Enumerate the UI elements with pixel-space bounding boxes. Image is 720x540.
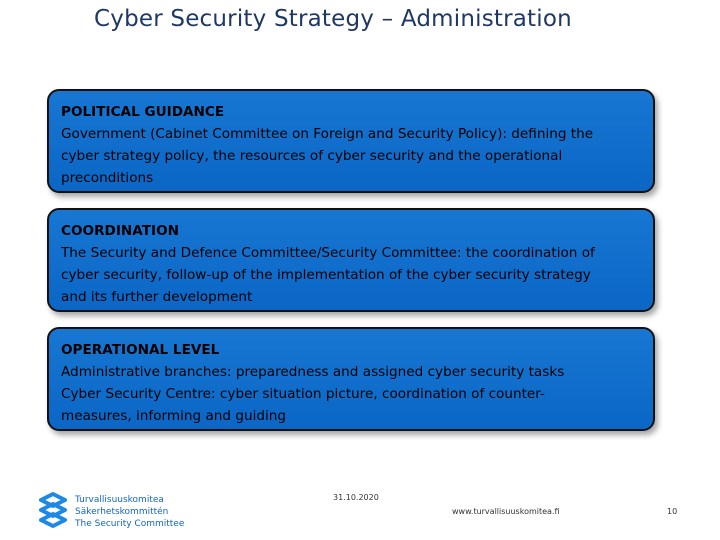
coordination-box <box>47 208 655 312</box>
box-text-line: and its further development <box>61 289 253 305</box>
box-heading: POLITICAL GUIDANCE <box>61 104 225 120</box>
logo-text <box>75 494 184 530</box>
box-text-line: cyber strategy policy, the resources of cyber security and the operational <box>61 148 563 164</box>
box-text-line: Government (Cabinet Committee on Foreign and Security Policy): defining the <box>61 126 594 142</box>
security-committee-logo-icon <box>33 490 73 530</box>
box-text-line: Administrative branches: preparedness and assigned cyber security tasks <box>61 364 565 380</box>
box-text-line: Cyber Security Centre: cyber situation picture, coordination of counter- <box>61 386 545 402</box>
logo-line: The Security Committee <box>75 519 185 529</box>
box-heading: COORDINATION <box>61 223 180 239</box>
logo-line: Turvallisuuskomitea <box>75 495 164 505</box>
footer-date: 31.10.2020 <box>333 493 379 502</box>
logo-line: Säkerhetskommittén <box>75 507 169 517</box>
page-number: 10 <box>667 507 678 516</box>
political-guidance-box <box>47 89 655 193</box>
box-text-line: preconditions <box>61 170 154 186</box>
box-text-line: measures, informing and guiding <box>61 408 287 424</box>
box-heading: OPERATIONAL LEVEL <box>61 342 220 358</box>
slide-title: Cyber Security Strategy – Administration <box>94 6 572 32</box>
box-text-line: The Security and Defence Committee/Security Committee: the coordination of <box>61 245 595 261</box>
box-text-line: cyber security, follow-up of the implementation of the cyber security strategy <box>61 267 591 283</box>
footer-url[interactable]: www.turvallisuuskomitea.fi <box>452 507 560 516</box>
operational-level-box <box>47 327 655 431</box>
